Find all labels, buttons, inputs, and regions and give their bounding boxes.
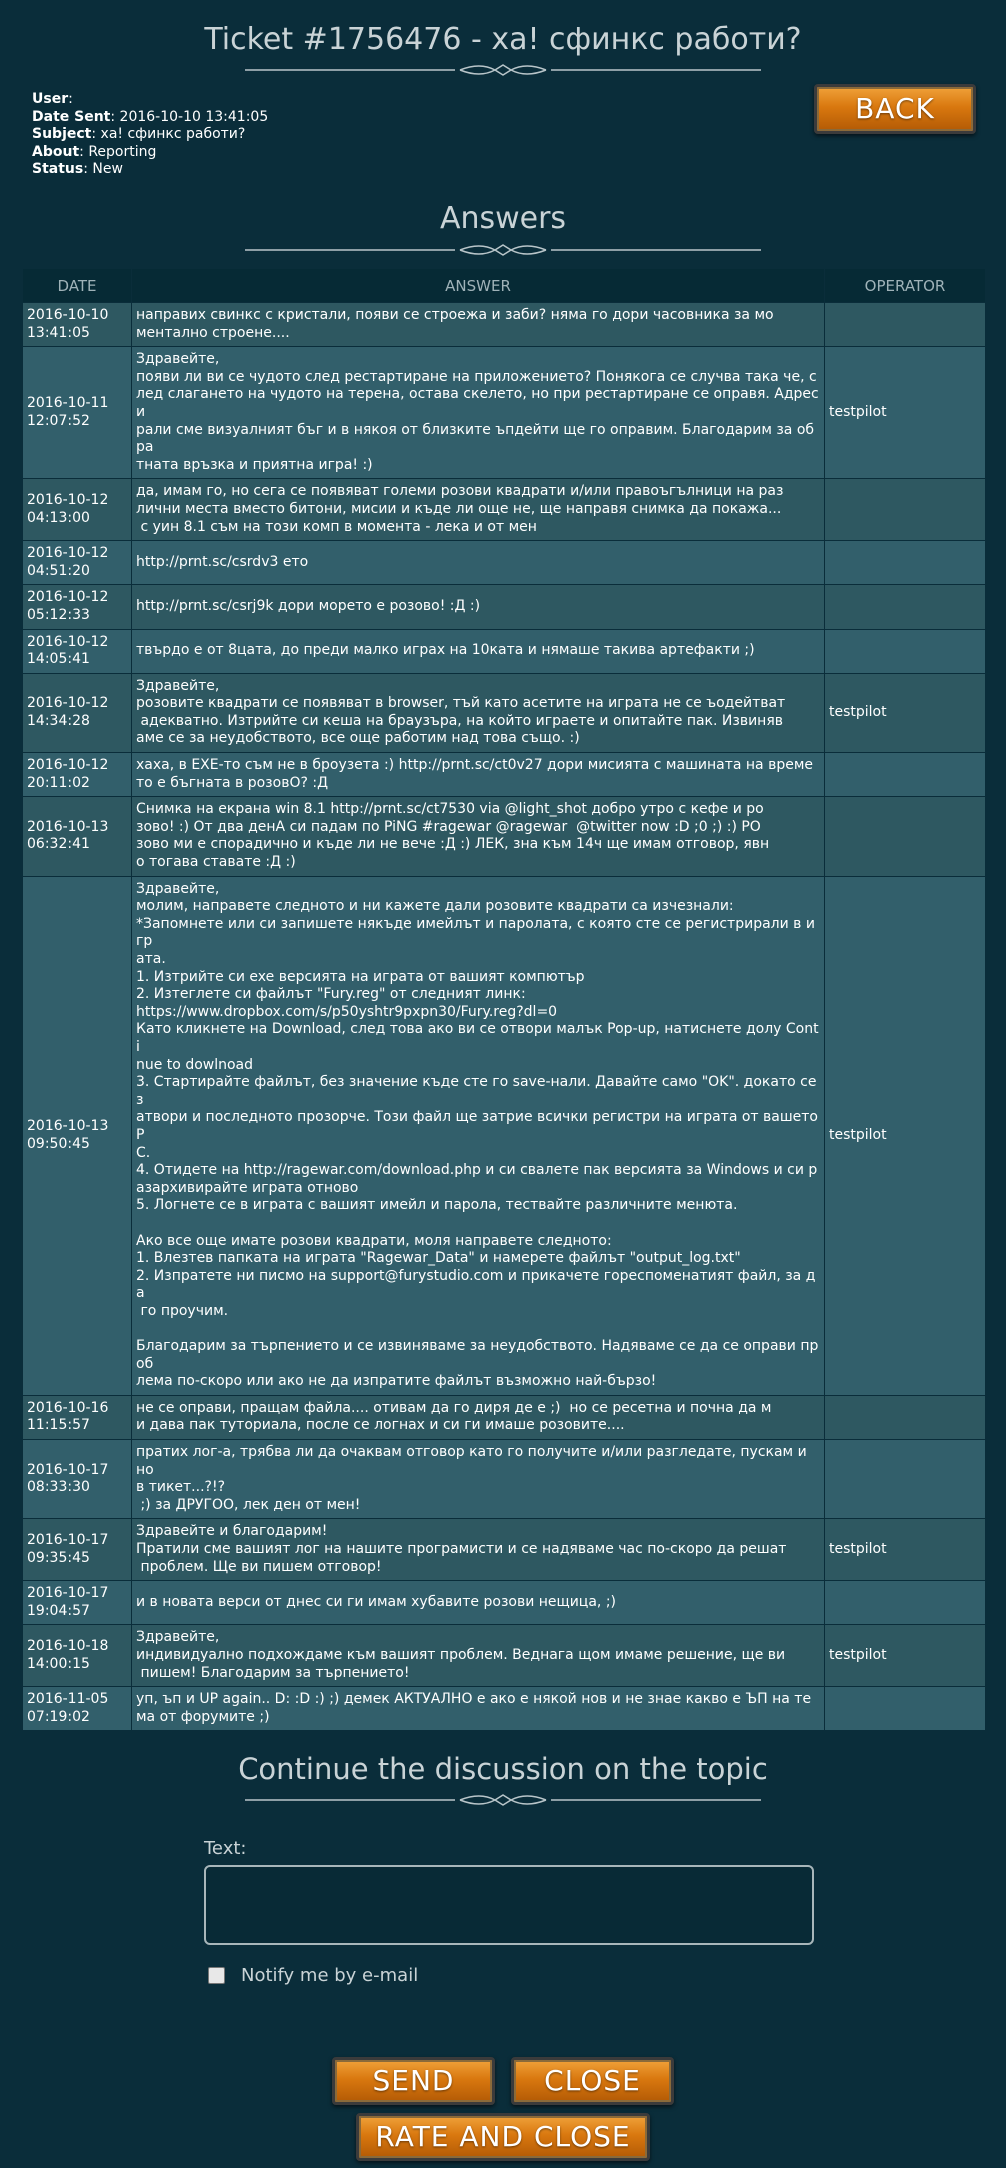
row-answer: хаха, в EXE-то съм не в броузета :) http://prnt.sc/ct0v27 дори мисията с машината на време то е бъгната в розовО? :Д: [132, 753, 825, 797]
ticket-meta: [32, 91, 268, 179]
row-operator: [825, 797, 986, 876]
row-answer: Здравейте, появи ли ви се чудото след рестартиране на приложението? Понякога се случва така че, с лед слагането на чудото на терена, остава скелето, но при рестартиране се оправя. Адреси рали сме визуалният бъг и в някоя от близките ъпдейти ще го оправим. Благодарим за обра тната връзка и приятна игра! :): [132, 347, 825, 479]
row-answer: направих свинкс с кристали, появи се строежа и заби? няма го дори часовника за мо ментално строене....: [132, 303, 825, 347]
table-row: [23, 585, 986, 629]
table-row: [23, 876, 986, 1395]
row-answer: не се оправи, пращам файла.... отивам да го диря де е ;) но се ресетна и почна да м и дава пак туториала, после се логнах и си ги имаше розовите....: [132, 1395, 825, 1439]
close-button[interactable]: CLOSE: [511, 2057, 674, 2105]
row-answer: Здравейте, индивидуално подхождаме към вашият проблем. Веднага щом имаме решение, ще ви пишем! Благодарим за търпението!: [132, 1625, 825, 1687]
row-operator: [825, 1581, 986, 1625]
continue-discussion-title: Continue the discussion on the topic: [238, 1752, 768, 1786]
row-answer: уп, ъп и UP again.. D: :D :) ;) демек АКТУАЛНО е ако е някой нов и не знае какво е ЪП на те ма от форумите ;): [132, 1687, 825, 1731]
row-answer: Здравейте и благодарим! Пратили сме вашият лог на нашите програмисти и се надяваме час по-скоро да решат проблем. Ще ви пишем отговор!: [132, 1519, 825, 1581]
notify-label[interactable]: Notify me by e-mail: [241, 1965, 419, 1986]
meta-about: About: Reporting: [32, 143, 157, 160]
row-operator: [825, 1395, 986, 1439]
reply-textarea[interactable]: [204, 1865, 814, 1945]
row-answer: и в новата верси от днес си ги имам хубавите розови нещица, ;): [132, 1581, 825, 1625]
row-operator: [825, 585, 986, 629]
meta-user: User:: [32, 91, 73, 107]
row-answer: http://prnt.sc/csrj9k дори морето е розово! :Д :): [132, 585, 825, 629]
row-date: 2016-10-12 20:11:02: [23, 753, 132, 797]
row-operator: [825, 1687, 986, 1731]
row-date: 2016-10-12 05:12:33: [23, 585, 132, 629]
row-operator: testpilot: [825, 1519, 986, 1581]
row-operator: [825, 541, 986, 585]
title-ornament: [245, 62, 761, 78]
row-operator: testpilot: [825, 673, 986, 752]
row-date: 2016-10-12 14:34:28: [23, 673, 132, 752]
row-date: 2016-10-17 19:04:57: [23, 1581, 132, 1625]
table-row: [23, 629, 986, 673]
table-row: [23, 303, 986, 347]
send-button[interactable]: SEND: [332, 2057, 495, 2105]
row-operator: testpilot: [825, 347, 986, 479]
column-header-answer: ANSWER: [132, 269, 825, 303]
row-answer: http://prnt.sc/csrdv3 ето: [132, 541, 825, 585]
column-header-date: DATE: [23, 269, 132, 303]
row-answer: да, имам го, но сега се появяват големи розови квадрати и/или правоъгълници на раз лични места вместо битони, мисии и къде ли още не, ще направя снимка да покажа... с уин 8.1 съм на този комп в момента - лека и от мен: [132, 479, 825, 541]
row-operator: [825, 629, 986, 673]
table-row: [23, 1395, 986, 1439]
continue-ornament: [245, 1792, 761, 1808]
table-row: [23, 1581, 986, 1625]
row-date: 2016-10-17 08:33:30: [23, 1440, 132, 1519]
rate-and-close-button[interactable]: RATE AND CLOSE: [356, 2113, 650, 2161]
row-date: 2016-10-18 14:00:15: [23, 1625, 132, 1687]
row-date: 2016-10-13 06:32:41: [23, 797, 132, 876]
table-row: [23, 1625, 986, 1687]
row-operator: [825, 303, 986, 347]
answers-header-row: [23, 269, 986, 303]
table-row: [23, 753, 986, 797]
table-row: [23, 541, 986, 585]
answers-table: [22, 268, 986, 1731]
row-operator: testpilot: [825, 1625, 986, 1687]
row-date: 2016-11-05 07:19:02: [23, 1687, 132, 1731]
row-operator: testpilot: [825, 876, 986, 1395]
answers-title: Answers: [439, 201, 567, 236]
row-date: 2016-10-12 04:13:00: [23, 479, 132, 541]
row-date: 2016-10-11 12:07:52: [23, 347, 132, 479]
row-answer: твърдо е от 8цата, до преди малко играх на 10ката и нямаше такива артефакти ;): [132, 629, 825, 673]
table-row: [23, 673, 986, 752]
table-row: [23, 1687, 986, 1731]
row-operator: [825, 753, 986, 797]
meta-subject: Subject: ха! сфинкс работи?: [32, 126, 246, 142]
meta-status: Status: New: [32, 161, 123, 177]
row-date: 2016-10-12 04:51:20: [23, 541, 132, 585]
row-date: 2016-10-12 14:05:41: [23, 629, 132, 673]
row-date: 2016-10-16 11:15:57: [23, 1395, 132, 1439]
back-button[interactable]: BACK: [814, 84, 976, 134]
table-row: [23, 479, 986, 541]
page-title: Ticket #1756476 - ха! сфинкс работи?: [204, 22, 802, 57]
row-answer: Снимка на екрана win 8.1 http://prnt.sc/ct7530 via @light_shot добро утро с кефе и ро зово! :) От два денА си падам по PiNG #ragewar @ragewar @twitter now :D ;0 ;) :) РО зово ми е спорадично и къде ли не вече :Д :) ЛЕК, зна към 14ч ще имам отговор, явн о тогава ставате :Д :): [132, 797, 825, 876]
row-date: 2016-10-17 09:35:45: [23, 1519, 132, 1581]
table-row: [23, 347, 986, 479]
row-operator: [825, 479, 986, 541]
meta-date: Date Sent: 2016-10-10 13:41:05: [32, 108, 269, 125]
row-answer: пратих лог-а, трябва ли да очаквам отговор като го получите и/или разгледате, пускам и но в тикет...?!? ;) за ДРУГОО, лек ден от мен!: [132, 1440, 825, 1519]
row-answer: Здравейте, розовите квадрати се появяват в browser, тъй като асетите на играта не се ъодейтват адекватно. Изтрийте си кеша на браузъра, на който играете и опитайте пак. Извиняв аме се за неудобството, все още работим над това също. :): [132, 673, 825, 752]
notify-checkbox[interactable]: [208, 1967, 225, 1984]
row-date: 2016-10-10 13:41:05: [23, 303, 132, 347]
row-answer: Здравейте, молим, направете следното и ни кажете дали розовите квадрати са изчезнали: *Запомнете или си запишете някъде имейлът и паролата, с която сте се регистрирали в игр ата. 1. Изтрийте си exe версията на играта от вашият компютър 2. Изтеглете си файлът "Fury.reg" от следният линк: https://www.dropbox.com/s/p50yshtr9pxpn30/Fury.reg?dl=0 Като кликнете на Download, след това ако ви се отвори малък Pop-up, натиснете долу Conti nue to dowlnoad 3. Стартирайте файлът, без значение къде сте го save-нали. Давайте само "OK". докато се з атвори и последното прозорче. Този файл ще затрие всички регистри на играта от вашето Р С. 4. Отидете на http://ragewar.com/download.php и си свалете пак версията за Windows и си р азархивирайте играта отново 5. Логнете се в играта с вашият имейл и парола, тествайте различните менюта. Ако все още имате розови квадрати, моля направете следното: 1. Влезтев папката на играта "Ragewar_Data" и намерете файлът "output_log.txt" 2. Изпратете ни писмо на support@furystudio.com и прикачете гореспоменатият файл, за да го проучим. Благодарим за търпението и се извиняваме за неудобството. Надяваме се да се оправи проб лема по-скоро или ако не да изпратите файлът възможно най-бързо!: [132, 876, 825, 1395]
table-row: [23, 797, 986, 876]
table-row: [23, 1440, 986, 1519]
row-date: 2016-10-13 09:50:45: [23, 876, 132, 1395]
column-header-operator: OPERATOR: [825, 269, 986, 303]
text-label: Text:: [204, 1838, 247, 1859]
table-row: [23, 1519, 986, 1581]
row-operator: [825, 1440, 986, 1519]
answers-ornament: [245, 242, 761, 258]
